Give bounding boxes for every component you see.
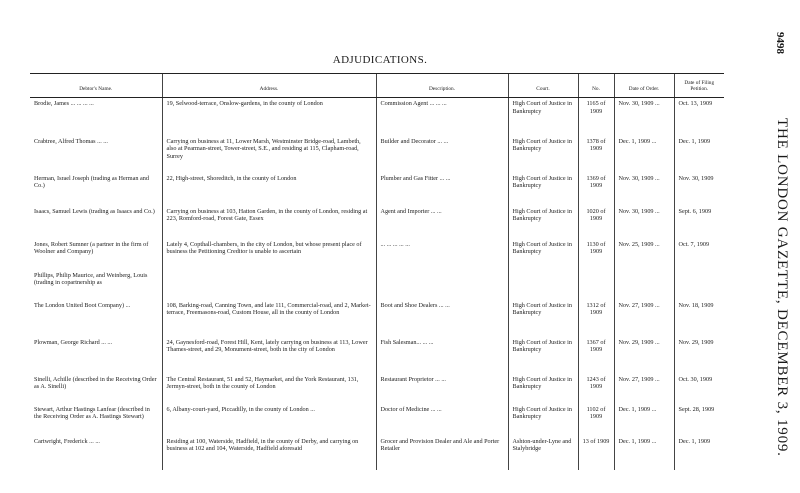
page-title: ADJUDICATIONS. <box>332 54 428 66</box>
debtor-name-cell: Sinelli, Achille (described in the Receiving Order as A. Sinelli) <box>34 375 157 390</box>
debtor-name-cell: Crabtree, Alfred Thomas ... ... <box>34 137 108 145</box>
gazette-running-head: THE LONDON GAZETTE, DECEMBER 3, 1909. <box>774 118 790 457</box>
table-row <box>30 173 724 206</box>
table-row <box>30 98 724 136</box>
date-of-order-cell: Dec. 1, 1909 ... <box>614 136 674 173</box>
header-court: Court. <box>508 74 578 98</box>
header-description: Description. <box>376 74 508 98</box>
table-row <box>30 404 724 436</box>
court-cell: High Court of Justice in Bankruptcy <box>508 98 578 136</box>
address-cell: Residing at 100, Waterside, Hadfield, in the county of Derby, and carrying on business at 102 and 104, Waterside, Hadfield aforesaid <box>162 436 376 470</box>
court-cell: High Court of Justice in Bankruptcy <box>508 337 578 374</box>
court-cell: Ashton-under-Lyne and Stalybridge <box>508 436 578 470</box>
adjudications-table <box>30 73 724 470</box>
number-cell: 1130 of 1909 <box>578 239 614 270</box>
side-margin <box>730 30 790 490</box>
address-cell: 24, Gaynesford-road, Forest Hill, Kent, lately carrying on business at 113, Lower Thames-street, and 29, Monument-street, both in the city of London <box>162 337 376 374</box>
header-number: No. <box>578 74 614 98</box>
court-cell: High Court of Justice in Bankruptcy <box>508 173 578 206</box>
debtor-name-cell: Cartwright, Frederick ... ... <box>34 437 100 445</box>
court-cell: High Court of Justice in Bankruptcy <box>508 136 578 173</box>
date-of-order-cell: Nov. 30, 1909 ... <box>614 98 674 136</box>
date-of-order-cell: Nov. 25, 1909 ... <box>614 239 674 270</box>
table-row <box>30 436 724 470</box>
table-row <box>30 136 724 173</box>
description-cell: Commission Agent ... ... ... <box>376 98 508 136</box>
debtor-name-cell: Isaacs, Samuel Lewis (trading as Isaacs and Co.) <box>34 207 155 215</box>
number-cell: 1102 of 1909 <box>578 404 614 436</box>
table-row <box>30 374 724 404</box>
description-cell: ... ... ... ... ... <box>376 239 508 270</box>
address-cell: Carrying on business at 103, Hatton Garden, in the county of London, residing at 223, Romford-road, Forest Gate, Essex <box>162 206 376 239</box>
debtor-name-cell: Plowman, George Richard ... ... <box>34 338 113 346</box>
table-row <box>30 239 724 270</box>
debtor-name-cell: The London United Boot Company) ... <box>34 301 131 309</box>
debtor-name-cell: Stewart, Arthur Hastings Lanfear (described in the Receiving Order as A. Hastings Stewart) <box>34 405 150 420</box>
court-cell: High Court of Justice in Bankruptcy <box>508 206 578 239</box>
date-of-petition-cell: Sept. 6, 1909 <box>674 206 724 239</box>
description-cell: Builder and Decorator ... ... <box>376 136 508 173</box>
description-cell: Restaurant Proprietor ... ... <box>376 374 508 404</box>
debtor-name-cell: Herman, Israel Joseph (trading as Herman and Co.) <box>34 174 149 189</box>
table-header-row <box>30 74 724 98</box>
court-cell: High Court of Justice in Bankruptcy <box>508 239 578 270</box>
debtor-name-cell: Jones, Robert Sumner (a partner in the firm of Woolner and Company) <box>34 240 149 255</box>
table-row <box>30 300 724 337</box>
header-date-of-petition: Date of Filing Petition. <box>674 74 724 98</box>
date-of-order-cell: Nov. 30, 1909 ... <box>614 173 674 206</box>
number-cell: 1243 of 1909 <box>578 374 614 404</box>
date-of-petition-cell: Sept. 28, 1909 <box>674 404 724 436</box>
date-of-petition-cell: Oct. 30, 1909 <box>674 374 724 404</box>
table-row <box>30 206 724 239</box>
debtor-name-cell: Brodie, James ... ... ... ... <box>34 100 94 107</box>
date-of-order-cell: Dec. 1, 1909 ... <box>614 436 674 470</box>
date-of-petition-cell: Oct. 7, 1909 <box>674 239 724 270</box>
header-address: Address. <box>162 74 376 98</box>
address-cell: Lately 4, Copthall-chambers, in the city of London, but whose present place of business the Petitioning Creditor is unable to ascertain <box>162 239 376 270</box>
number-cell: 1369 of 1909 <box>578 173 614 206</box>
date-of-order-cell: Nov. 27, 1909 ... <box>614 374 674 404</box>
date-of-petition-cell: Dec. 1, 1909 <box>674 136 724 173</box>
description-cell: Doctor of Medicine ... ... <box>376 404 508 436</box>
address-cell: 19, Selwood-terrace, Onslow-gardens, in the county of London <box>162 98 376 136</box>
header-debtor-name: Debtor's Name. <box>30 74 162 98</box>
description-cell: Plumber and Gas Fitter ... ... <box>376 173 508 206</box>
description-cell: Boot and Shoe Dealers ... ... <box>376 300 508 337</box>
page-number: 9498 <box>774 32 786 54</box>
description-cell: Fish Salesman... ... ... <box>376 337 508 374</box>
number-cell: 13 of 1909 <box>578 436 614 470</box>
table-row <box>30 337 724 374</box>
debtor-name-cell: Phillips, Philip Maurice, and Weinberg, Louis (trading in copartnership as <box>34 271 148 286</box>
address-cell: 108, Barking-road, Canning Town, and late 111, Commercial-road, and 2, Market-terrace, Freemasons-road, Custom House, all in the county of London <box>162 300 376 337</box>
date-of-petition-cell: Dec. 1, 1909 <box>674 436 724 470</box>
date-of-petition-cell: Nov. 29, 1909 <box>674 337 724 374</box>
number-cell: 1165 of 1909 <box>578 98 614 136</box>
description-cell: Grocer and Provision Dealer and Ale and Porter Retailer <box>376 436 508 470</box>
date-of-petition-cell: Nov. 18, 1909 <box>674 300 724 337</box>
court-cell: High Court of Justice in Bankruptcy <box>508 300 578 337</box>
date-of-order-cell: Nov. 27, 1909 ... <box>614 300 674 337</box>
table-row-continuation <box>30 270 724 300</box>
court-cell: High Court of Justice in Bankruptcy <box>508 374 578 404</box>
date-of-order-cell: Nov. 29, 1909 ... <box>614 337 674 374</box>
address-cell: 22, High-street, Shoreditch, in the county of London <box>162 173 376 206</box>
number-cell: 1367 of 1909 <box>578 337 614 374</box>
number-cell: 1020 of 1909 <box>578 206 614 239</box>
address-cell: Carrying on business at 11, Lower Marsh, Westminster Bridge-road, Lambeth, also at Pearman-street, Tower-street, S.E., and residing at 115, Clapham-road, Surrey <box>162 136 376 173</box>
date-of-order-cell: Nov. 30, 1909 ... <box>614 206 674 239</box>
header-date-of-order: Date of Order. <box>614 74 674 98</box>
date-of-petition-cell: Nov. 30, 1909 <box>674 173 724 206</box>
number-cell: 1378 of 1909 <box>578 136 614 173</box>
address-cell: The Central Restaurant, 51 and 52, Haymarket, and the York Restaurant, 131, Jermyn-street, both in the county of London <box>162 374 376 404</box>
description-cell: Agent and Importer ... ... <box>376 206 508 239</box>
number-cell: 1312 of 1909 <box>578 300 614 337</box>
date-of-petition-cell: Oct. 13, 1909 <box>674 98 724 136</box>
court-cell: High Court of Justice in Bankruptcy <box>508 404 578 436</box>
address-cell: 6, Albany-court-yard, Piccadilly, in the county of London ... <box>162 404 376 436</box>
date-of-order-cell: Dec. 1, 1909 ... <box>614 404 674 436</box>
